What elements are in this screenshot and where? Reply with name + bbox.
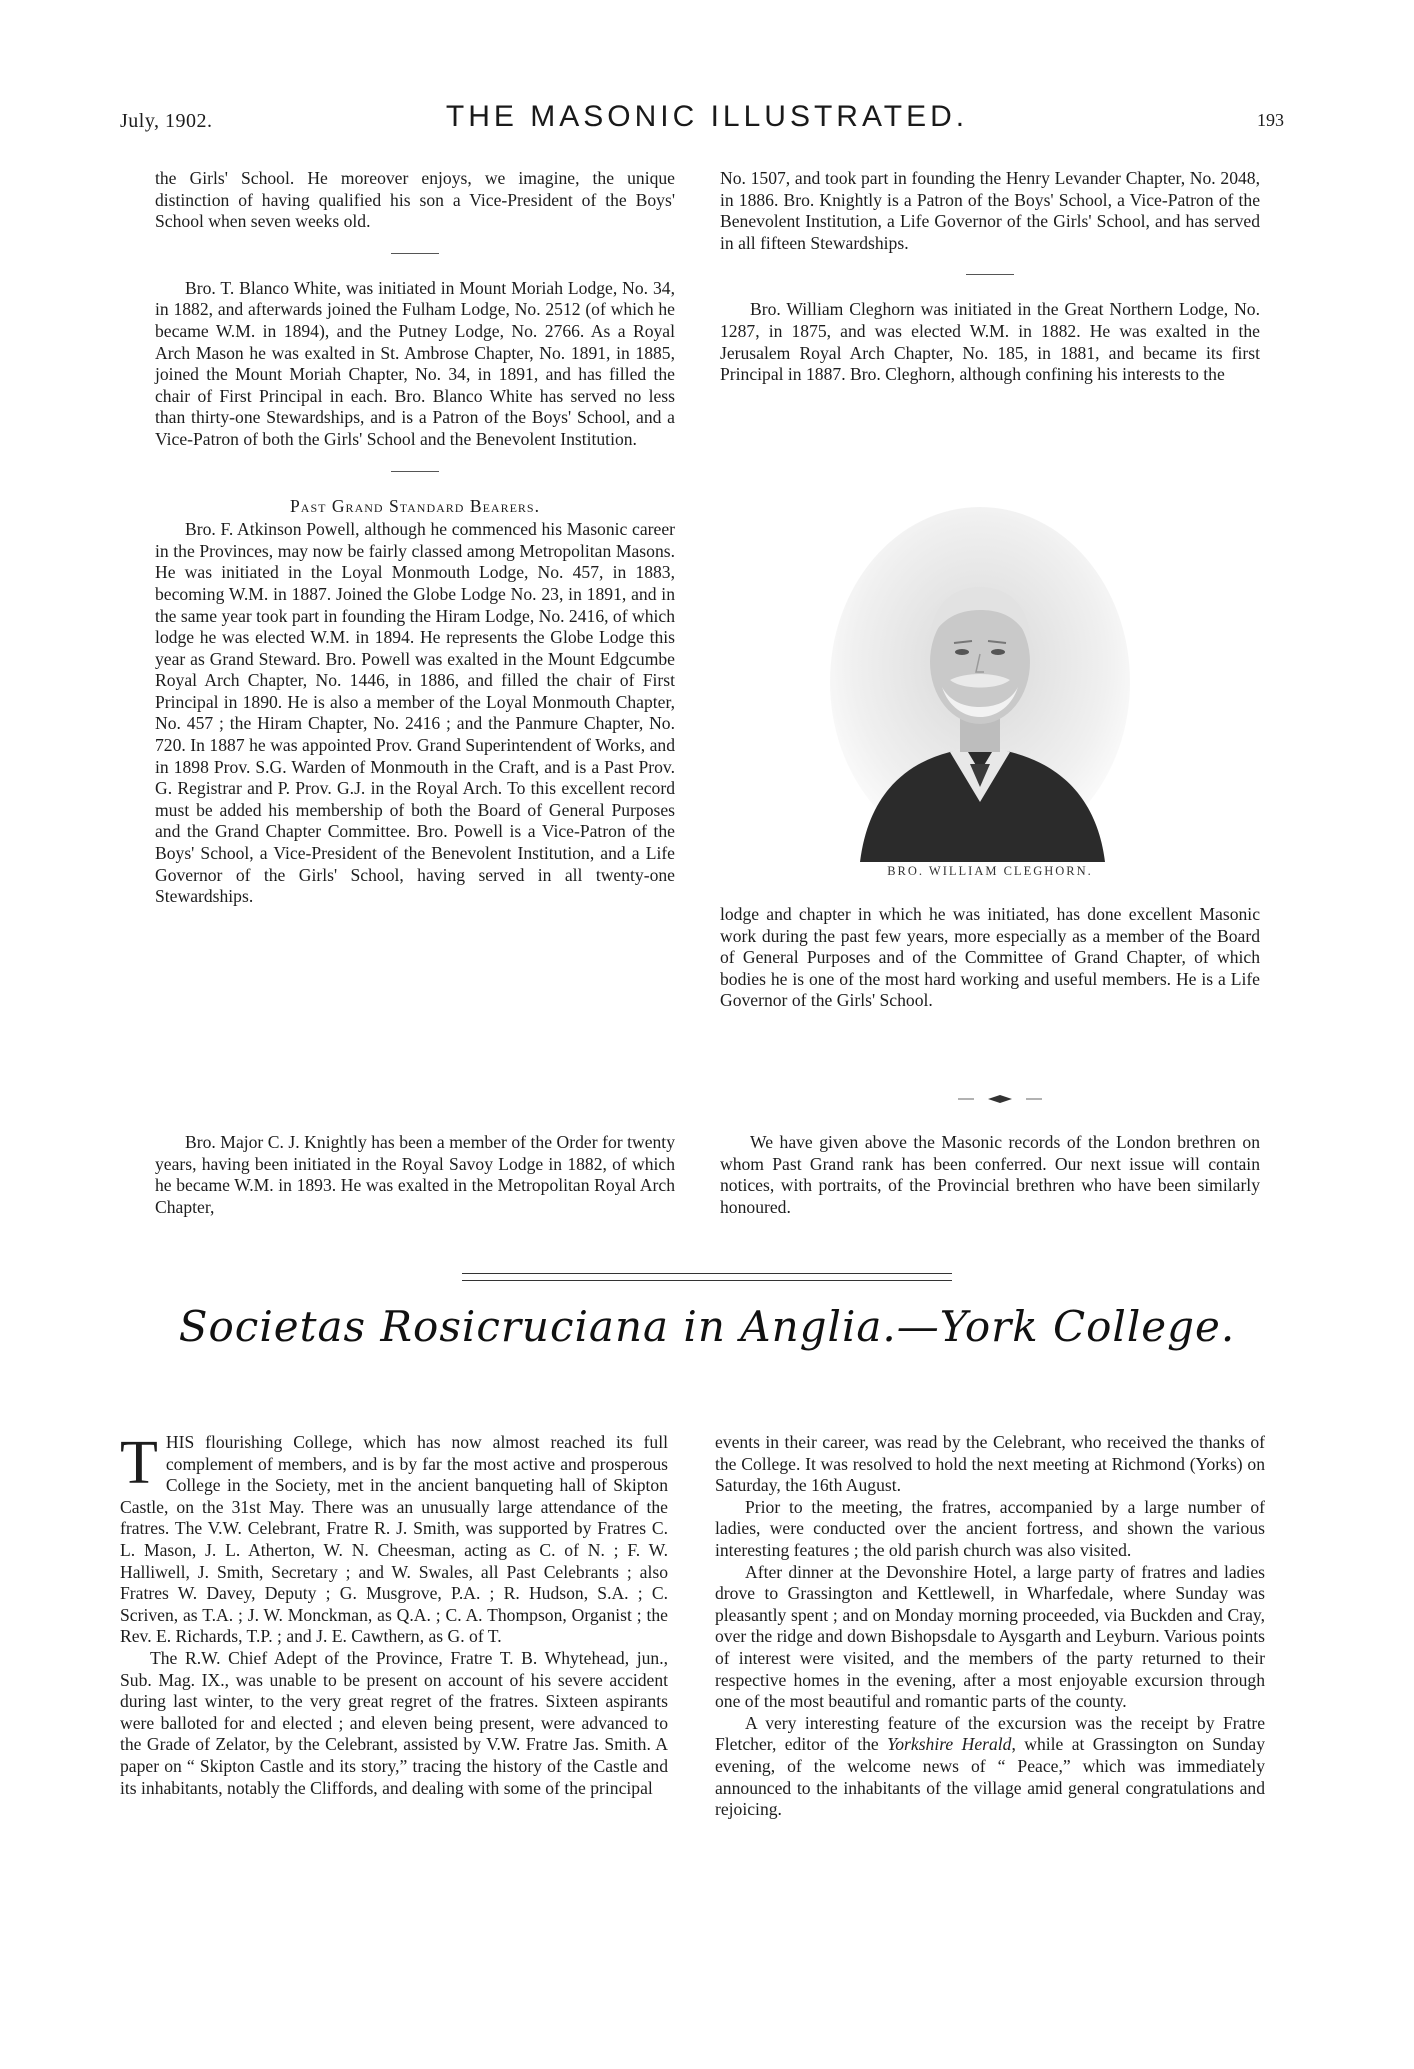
opening-text: HIS flourishing College, which has now almost reached its full complement of members, and is by far the most active and prosperous College in the Society, met in the ancient banqueting hall of Skipton Castle, on the 31st May. There was an unusually large attendance of the fratres. The V.W. Celebrant, Fratre R. J. Smith, was supported by Fratres C. L. Mason, J. L. Atherton, W. N. Cheesman, acting as C. of N. ; F. W. Halliwell, J. Smith, Secretary ; and W. Swales, all Past Celebrants ; also Fratres W. Davey, Deputy ; G. Musgrove, P.A. ; R. Hudson, S.A. ; C. Scriven, as T.A. ; J. W. Monckman, as Q.A. ; C. A. Thompson, Organist ; the Rev. E. Richards, T.P. ; and J. E. Cawthern, as G. of T. (120, 1432, 668, 1647)
portrait-photo-cleghorn (820, 502, 1140, 862)
peace-news-text-a: A very interesting feature of the excursion was the receipt by Fratre Fletcher, editor of the (715, 1712, 1265, 1755)
double-rule-divider (462, 1273, 952, 1281)
issue-date: July, 1902. (120, 110, 213, 132)
article-paragraph-prior-meeting: Prior to the meeting, the fratres, accompanied by a large number of ladies, were conducted over the ancient fortress, and shown the various interesting features ; the old parish church was also visited. (715, 1496, 1265, 1560)
article-right-column (715, 1432, 1265, 1821)
paragraph-cleghorn-continued: lodge and chapter in which he was initiated, has done excellent Masonic work during the past few years, more especially as a member of the Board of General Purposes and of the Committee of Grand Chapter, of which bodies he is one of the most hard working and useful members. He is a Life Governor of the Girls' School. (720, 904, 1260, 1011)
publication-title: THE MASONIC ILLUSTRATED. (445, 100, 969, 133)
article-opening-paragraph (120, 1429, 668, 1648)
right-column-upper (720, 168, 1260, 386)
article-paragraph-events: events in their career, was read by the Celebrant, who received the thanks of the College. It was resolved to hold the next meeting at Richmond (Yorks) on Saturday, the 16th August. (715, 1432, 1265, 1496)
drop-cap: T (120, 1429, 158, 1497)
page-header (0, 100, 1414, 140)
paragraph-blanco-white: Bro. T. Blanco White, was initiated in Mount Moriah Lodge, No. 34, in 1882, and afterwards joined the Fulham Lodge, No. 2512 (of which he became W.M. in 1894), and the Putney Lodge, No. 2766. As a Royal Arch Mason he was exalted in St. Ambrose Chapter, No. 1891, in 1885, joined the Mount Moriah Chapter, No. 34, in 1891, and has filled the chair of First Principal in each. Bro. Blanco White has served no less than thirty-one Stewardships, and is a Patron of the Boys' School, and a Vice-Patron of both the Girls' School and the Benevolent Institution. (155, 277, 675, 449)
paragraph-knightly: Bro. Major C. J. Knightly has been a member of the Order for twenty years, having been initiated in the Royal Savoy Lodge in 1882, of which he became W.M. in 1893. He was exalted in the Metropolitan Royal Arch Chapter, (155, 1132, 675, 1217)
portrait-caption: BRO. WILLIAM CLEGHORN. (887, 864, 1093, 878)
paragraph-girls-school: the Girls' School. He moreover enjoys, we imagine, the unique distinction of having qualified his son a Vice-President of the Boys' School when seven weeks old. (155, 168, 675, 232)
paragraph-cleghorn: Bro. William Cleghorn was initiated in the Great Northern Lodge, No. 1287, in 1875, and was elected W.M. in 1882. He was exalted in the Jerusalem Royal Arch Chapter, No. 185, in 1881, and became its first Principal in 1887. Bro. Cleghorn, although confining his interests to the (720, 299, 1260, 385)
publication-name: Yorkshire Herald (887, 1734, 1012, 1755)
peace-news-text-b: , while at Grassington on Sunday evening, of the welcome news of “ Peace,” which was immediately announced to the inhabitants of the village amid general congratulations and rejoicing. (715, 1734, 1265, 1820)
subheading-past-grand-standard-bearers: Past Grand Standard Bearers. (290, 495, 540, 516)
paragraph-atkinson-powell: Bro. F. Atkinson Powell, although he commenced his Masonic career in the Provinces, may now be fairly classed among Metropolitan Masons. He was initiated in the Loyal Monmouth Lodge, No. 457, in 1883, becoming W.M. in 1887. Joined the Globe Lodge No. 23, in 1891, and in the same year took part in founding the Hiram Lodge, No. 2416, of which lodge he was elected W.M. in 1894. He represents the Globe Lodge this year as Grand Steward. Bro. Powell was exalted in the Mount Edgcumbe Royal Arch Chapter, No. 1446, in 1886, and filled the chair of First Principal in 1890. He is also a member of the Loyal Monmouth Chapter, No. 457 ; the Hiram Chapter, No. 2416 ; and the Panmure Chapter, No. 720. In 1887 he was appointed Prov. Grand Superintendent of Works, and in 1898 Prov. S.G. Warden of Monmouth in the Craft, and is a Past Prov. G. Registrar and P. Prov. G.J. in the Royal Arch. To this excellent record must be added his membership of both the Board of General Purposes and the Grand Chapter Committee. Bro. Powell is a Vice-Patron of the Boys' School, a Vice-President of the Benevolent Institution, and a Life Governor of the Girls' School, having served in all twenty-one Stewardships. (155, 519, 675, 907)
left-column-knightly (155, 1132, 675, 1218)
article-paragraph-peace-news (715, 1713, 1265, 1821)
page-number: 193 (1257, 110, 1284, 130)
section-divider (391, 471, 439, 472)
paragraph-knightly-continued: No. 1507, and took part in founding the Henry Levander Chapter, No. 2048, in 1886. Bro. Knightly is a Patron of the Boys' School, a Vice-Patron of the Benevolent Institution, a Life Governor of the Girls' School, and has served in all fifteen Stewardships. (720, 168, 1260, 253)
article-paragraph-after-dinner: After dinner at the Devonshire Hotel, a large party of fratres and ladies drove to Grassington and Kettlewell, in Wharfedale, where Sunday was pleasantly spent ; and on Monday morning proceeded, via Buckden and Cray, over the ridge and down Bishopsdale to Aysgarth and Leyburn. Various points of interest were visited, and the members of the party returned to their respective homes in the evening, after a most enjoyable excursion through one of the most beautiful and romantic parts of the county. (715, 1561, 1265, 1712)
section-divider (966, 274, 1014, 275)
article-headline: Societas Rosicruciana in Anglia.—York College. (178, 1302, 1236, 1351)
article-left-column (120, 1429, 668, 1799)
article-paragraph-chief-adept: The R.W. Chief Adept of the Province, Fratre T. B. Whytehead, jun., Sub. Mag. IX., was unable to be present on account of his severe accident during last winter, to the very great regret of the fratres. Sixteen aspirants were balloted for and elected ; and eleven being present, were advanced to the Grade of Zelator, by the Celebrant, assisted by V.W. Fratre Jas. Smith. A paper on “ Skipton Castle and its story,” tracing the history of the Castle and its inhabitants, notably the Cliffords, and dealing with some of the principal (120, 1647, 668, 1798)
section-divider (391, 253, 439, 254)
right-column-middle (720, 904, 1260, 1012)
paragraph-closing-note: We have given above the Masonic records of the London brethren on whom Past Grand rank has been conferred. Our next issue will contain notices, with portraits, of the Provincial brethren who have been similarly honoured. (720, 1132, 1260, 1217)
right-column-closing (720, 1132, 1260, 1218)
left-column-upper (155, 168, 675, 908)
ornamental-divider (940, 1092, 1060, 1106)
